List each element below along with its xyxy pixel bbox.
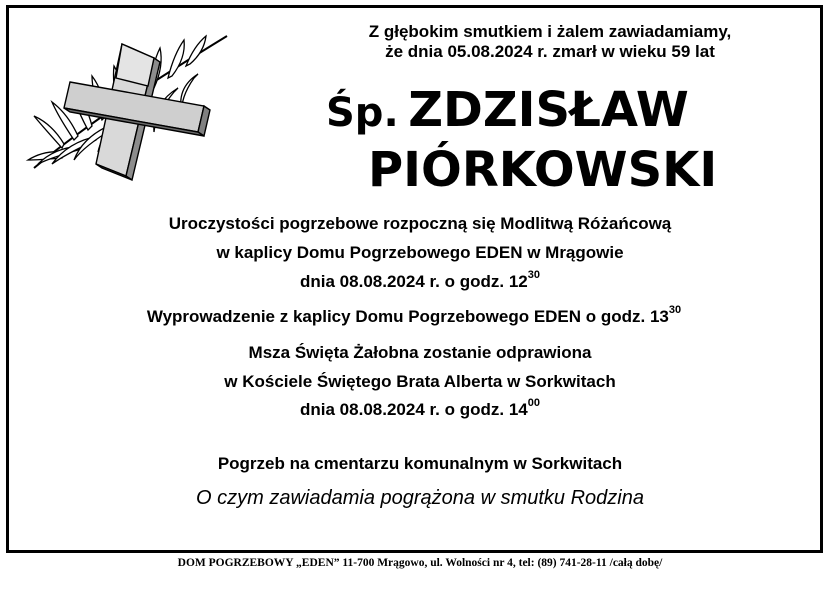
prefix: Śp. [326,90,399,136]
departure-minutes: 30 [668,304,682,316]
mass-minutes: 00 [527,397,540,409]
first-name: ZDZISŁAW [408,82,689,138]
ceremony-line-1: Uroczystości pogrzebowe rozpoczną się Modlitwą Różańcową [168,214,672,233]
mass-line-1: Msza Święta Żałobna zostanie odprawiona [248,343,592,362]
ceremony-date: dnia 08.08.2024 r. o godz. 12 [300,272,528,291]
departure-text: Wyprowadzenie z kaplicy Domu Pogrzebowego EDEN o godz. 13 [146,307,669,326]
burial-line: Pogrzeb na cmentarzu komunalnym w Sorkwitach [217,454,623,473]
mass-line-3 [0,397,840,420]
footer-address: DOM POGRZEBOWY „EDEN” 11-700 Mrągowo, ul. Wolności nr 4, tel: (89) 741-28-11 /całą dobę/ [177,557,663,569]
ceremony-line-3 [0,269,840,292]
intro-line-2: że dnia 05.08.2024 r. zmarł w wieku 59 lat [385,42,715,61]
ceremony-minutes: 30 [527,269,540,281]
cross-with-palm-icon [22,28,247,198]
mass-line-2: w Kościele Świętego Brata Alberta w Sorkwitach [224,372,616,391]
deceased-first-line [326,80,689,151]
mass-date: dnia 08.08.2024 r. o godz. 14 [300,400,528,419]
ceremony-line-2: w kaplicy Domu Pogrzebowego EDEN w Mrągowie [216,243,624,262]
closing-line: O czym zawiadamia pogrążona w smutku Rodzina [196,487,644,509]
intro-text [300,22,800,62]
departure-line [0,304,834,327]
intro-line-1: Z głębokim smutkiem i żalem zawiadamiamy, [368,22,732,41]
last-name: PIÓRKOWSKI [368,142,718,198]
